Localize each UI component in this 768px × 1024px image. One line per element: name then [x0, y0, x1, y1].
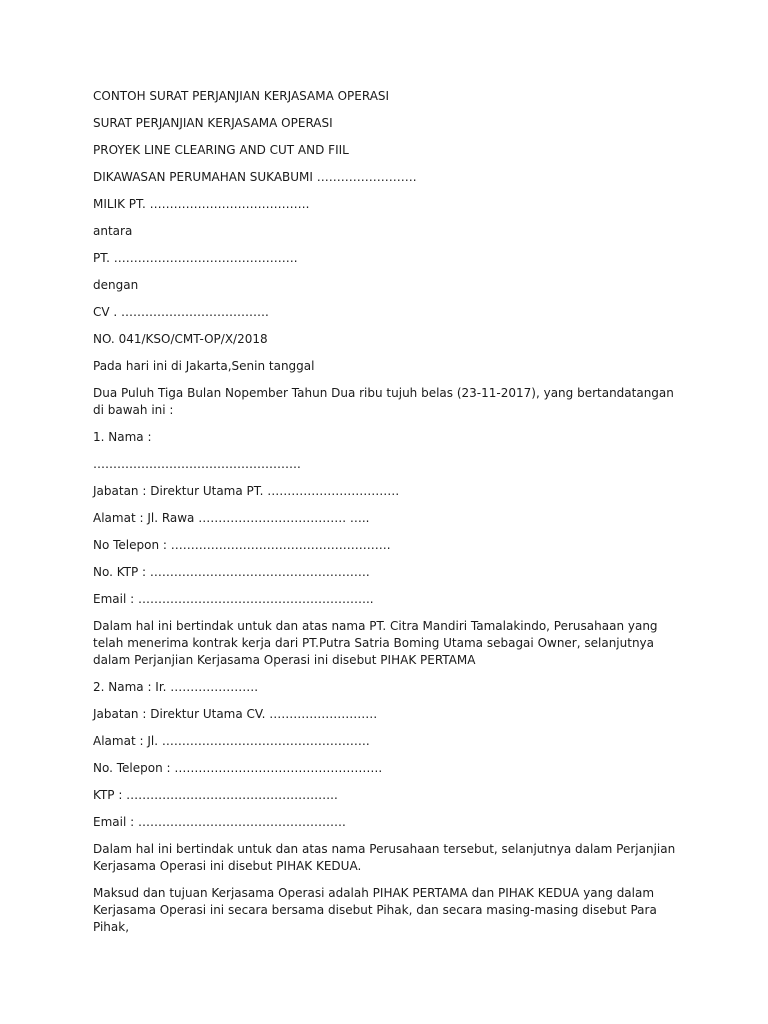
first-party-name: 1. Nama :: [93, 430, 152, 444]
first-party-name-value: …………………………………………….: [93, 457, 301, 471]
second-party-name: 2. Nama : Ir. ………………….: [93, 680, 259, 694]
project-location: DIKAWASAN PERUMAHAN SUKABUMI …………………….: [93, 170, 417, 184]
between-label: antara: [93, 224, 133, 238]
first-party-address: Alamat : Jl. Rawa ………………………………. …..: [93, 511, 370, 525]
purpose-paragraph: Maksud dan tujuan Kerjasama Operasi adalah PIHAK PERTAMA dan PIHAK KEDUA yang dalam Kerjasama Operasi ini secara bersama disebut Pihak, dan secara masing-masing disebut Para Pihak,: [93, 886, 657, 934]
project-owner: MILIK PT. ………………………………….: [93, 197, 310, 211]
intro-day: Pada hari ini di Jakarta,Senin tanggal: [93, 359, 315, 373]
second-party-statement: Dalam hal ini bertindak untuk dan atas nama Perusahaan tersebut, selanjutnya dalam Perjanjian Kerjasama Operasi ini disebut PIHAK KEDUA.: [93, 842, 676, 873]
project-name: PROYEK LINE CLEARING AND CUT AND FIIL: [93, 143, 349, 157]
document-subtitle: SURAT PERJANJIAN KERJASAMA OPERASI: [93, 116, 333, 130]
first-party-ktp: No. KTP : ……………………………………………….: [93, 565, 370, 579]
second-party-position: Jabatan : Direktur Utama CV. ………………………: [93, 707, 378, 721]
second-party-phone: No. Telepon : …………………………………………….: [93, 761, 383, 775]
second-party-ktp: KTP : ……………………………………………..: [93, 788, 338, 802]
second-party-email: Email : …………………………………………….: [93, 815, 346, 829]
document-title: CONTOH SURAT PERJANJIAN KERJASAMA OPERASI: [93, 89, 390, 103]
document-number: NO. 041/KSO/CMT-OP/X/2018: [93, 332, 268, 346]
intro-date: Dua Puluh Tiga Bulan Nopember Tahun Dua ribu tujuh belas (23-11-2017), yang bertandatangan di bawah ini :: [93, 386, 674, 417]
party-pt: PT. ……………………………………….: [93, 251, 298, 265]
document-body: [93, 88, 681, 946]
first-party-position: Jabatan : Direktur Utama PT. ……………………………: [93, 484, 400, 498]
first-party-email: Email : …………………………………………………..: [93, 592, 374, 606]
party-cv: CV . ……………………………….: [93, 305, 269, 319]
first-party-statement: Dalam hal ini bertindak untuk dan atas nama PT. Citra Mandiri Tamalakindo, Perusahaan yang telah menerima kontrak kerja dari PT.Putra Satria Boming Utama sebagai Owner, selanjutnya dalam Perjanjian Kerjasama Operasi ini disebut PIHAK PERTAMA: [93, 619, 658, 667]
second-party-address: Alamat : Jl. …………………………………………….: [93, 734, 370, 748]
first-party-phone: No Telepon : ……………………………………………….: [93, 538, 391, 552]
with-label: dengan: [93, 278, 139, 292]
